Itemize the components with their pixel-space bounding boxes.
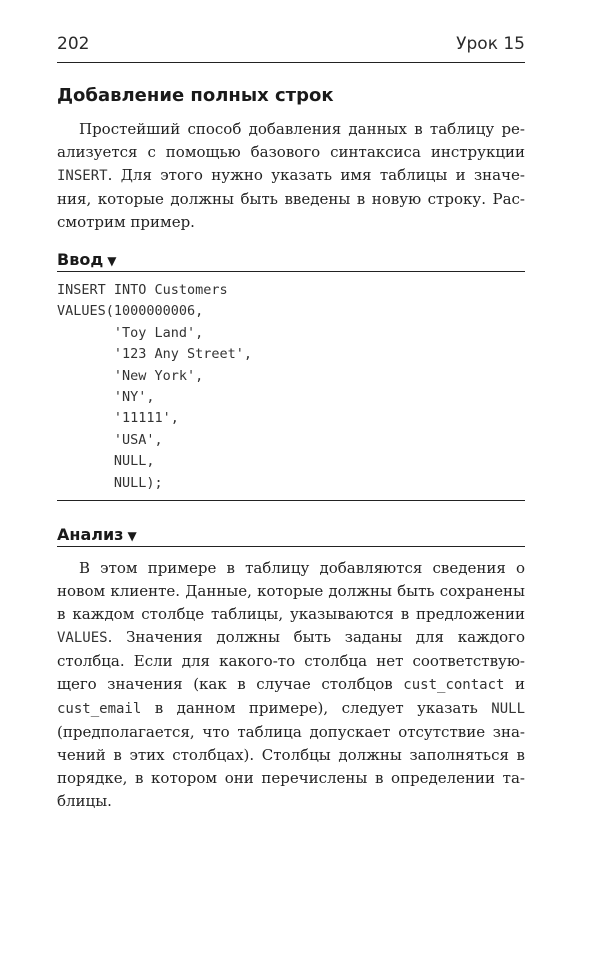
analysis-text-2: . Значения должны быть заданы для каждого столбца. Если для какого-то столбца нет соответствующего значения (как в случае столбцов bbox=[57, 628, 525, 694]
analysis-text-4: в данном примере), следует указать bbox=[141, 699, 492, 718]
analysis-text-3: и bbox=[504, 675, 526, 694]
analysis-body bbox=[57, 557, 525, 813]
analysis-code-cust-email: cust_email bbox=[57, 701, 142, 718]
analysis-code-cust-contact: cust_contact bbox=[403, 677, 505, 694]
code-listing: INSERT INTO Customers VALUES(1000000006, 'Toy Land', '123 Any Street', 'New York', 'NY', '11111', 'USA', NULL, NULL); bbox=[57, 282, 253, 491]
input-label bbox=[57, 250, 525, 272]
analysis-label-text: Анализ bbox=[57, 525, 124, 545]
intro-paragraph bbox=[57, 118, 525, 234]
book-page bbox=[57, 34, 525, 813]
analysis-label bbox=[57, 525, 525, 547]
input-label-text: Ввод bbox=[57, 250, 104, 269]
analysis-text-5: (предполагается, что таблица допускает отсутствие значений в этих столбцах). Столбцы должны заполняться в порядке, в котором они перечислены в определении таблицы. bbox=[57, 723, 525, 811]
intro-code-insert: INSERT bbox=[57, 168, 108, 184]
lesson-title: Урок 15 bbox=[456, 34, 525, 54]
analysis-code-values: VALUES bbox=[57, 630, 108, 647]
running-header bbox=[57, 34, 525, 56]
analysis-paragraph bbox=[57, 557, 525, 813]
page-number: 202 bbox=[57, 34, 90, 54]
intro-text-1: Простейший способ добавления данных в таблицу реализуется с помощью базового синтаксиса инструкции bbox=[57, 120, 525, 161]
section-title: Добавление полных строк bbox=[57, 85, 334, 106]
analysis-text-1: В этом примере в таблицу добавляются сведения о новом клиенте. Данные, которые должны быть сохранены в каждом столбце таблицы, указываются в предложении bbox=[57, 559, 525, 624]
header-rule bbox=[57, 62, 525, 63]
code-bottom-rule bbox=[57, 500, 525, 501]
down-triangle-icon: ▼ bbox=[127, 529, 137, 544]
intro-text-2: . Для этого нужно указать имя таблицы и значения, которые должны быть введены в новую строку. Рассмотрим пример. bbox=[57, 166, 525, 231]
analysis-code-null: NULL bbox=[491, 701, 525, 718]
down-triangle-icon: ▼ bbox=[107, 254, 117, 268]
